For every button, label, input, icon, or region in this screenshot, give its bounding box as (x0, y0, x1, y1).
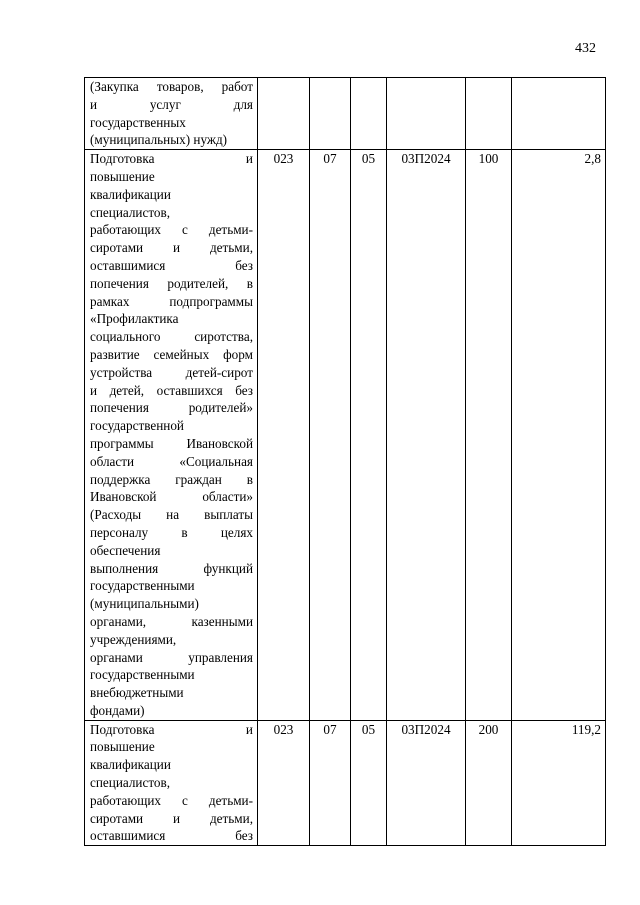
description-line: рамках подпрограммы (90, 293, 253, 309)
description-line: попечения родителей, в (90, 275, 253, 291)
description-line: персоналу в целях (90, 524, 253, 540)
description-line: программы Ивановской (90, 435, 253, 451)
expense-description (85, 720, 258, 846)
subsection-code: 05 (351, 720, 387, 846)
target-article-code (387, 78, 466, 150)
target-article-code: 03П2024 (387, 150, 466, 721)
amount: 119,2 (512, 720, 606, 846)
description-line: государственными (90, 578, 195, 594)
description-line: квалификации (90, 186, 171, 202)
ministry-code: 023 (258, 720, 310, 846)
description-line: сиротами и детьми, (90, 240, 253, 256)
description-line: работающих с детьми- (90, 792, 253, 808)
description-line: государственными (90, 667, 195, 683)
description-line: (муниципальных) нужд) (90, 132, 228, 148)
description-line: «Профилактика (90, 311, 179, 327)
description-line: социального сиротства, (90, 329, 253, 345)
description-line: государственной (90, 418, 184, 434)
description-line: сиротами и детьми, (90, 810, 253, 826)
description-line: специалистов, (90, 204, 171, 220)
description-line: и услуг для (90, 96, 253, 112)
description-line: Подготовка и (90, 721, 253, 737)
description-line: органами, казенными (90, 613, 253, 629)
description-line: выполнения функций (90, 560, 253, 576)
table-row (85, 150, 606, 721)
ministry-code: 023 (258, 150, 310, 721)
target-article-code: 03П2024 (387, 720, 466, 846)
expense-description (85, 78, 258, 150)
expense-type-code: 200 (466, 720, 512, 846)
description-line: специалистов, (90, 775, 171, 791)
page-number: 432 (575, 41, 596, 56)
expense-type-code (466, 78, 512, 150)
amount (512, 78, 606, 150)
budget-table (84, 77, 606, 846)
description-line: развитие семейных форм (90, 346, 253, 362)
description-line: (муниципальными) (90, 596, 199, 612)
description-line: квалификации (90, 757, 171, 773)
description-line: обеспечения (90, 542, 161, 558)
description-line: учреждениями, (90, 631, 177, 647)
description-line: Ивановской области» (90, 489, 253, 505)
description-line: работающих с детьми- (90, 222, 253, 238)
description-line: оставшимися без (90, 828, 253, 844)
description-line: Подготовка и (90, 151, 253, 167)
description-line: поддержка граждан в (90, 471, 253, 487)
description-line: (Закупка товаров, работ (90, 79, 253, 94)
description-line: повышение (90, 168, 155, 184)
ministry-code (258, 78, 310, 150)
amount: 2,8 (512, 150, 606, 721)
description-line: внебюджетными (90, 685, 184, 701)
description-line: попечения родителей» (90, 400, 253, 416)
section-code: 07 (310, 150, 351, 721)
section-code: 07 (310, 720, 351, 846)
description-line: органами управления (90, 649, 253, 665)
description-line: области «Социальная (90, 453, 253, 469)
table-row (85, 720, 606, 846)
section-code (310, 78, 351, 150)
description-line: (Расходы на выплаты (90, 507, 253, 523)
expense-type-code: 100 (466, 150, 512, 721)
table-row (85, 78, 606, 150)
subsection-code: 05 (351, 150, 387, 721)
expense-description (85, 150, 258, 721)
description-line: устройства детей-сирот (90, 364, 253, 380)
description-line: и детей, оставшихся без (90, 382, 253, 398)
subsection-code (351, 78, 387, 150)
description-line: фондами) (90, 702, 145, 718)
description-line: повышение (90, 739, 155, 755)
description-line: государственных (90, 114, 186, 130)
description-line: оставшимися без (90, 257, 253, 273)
